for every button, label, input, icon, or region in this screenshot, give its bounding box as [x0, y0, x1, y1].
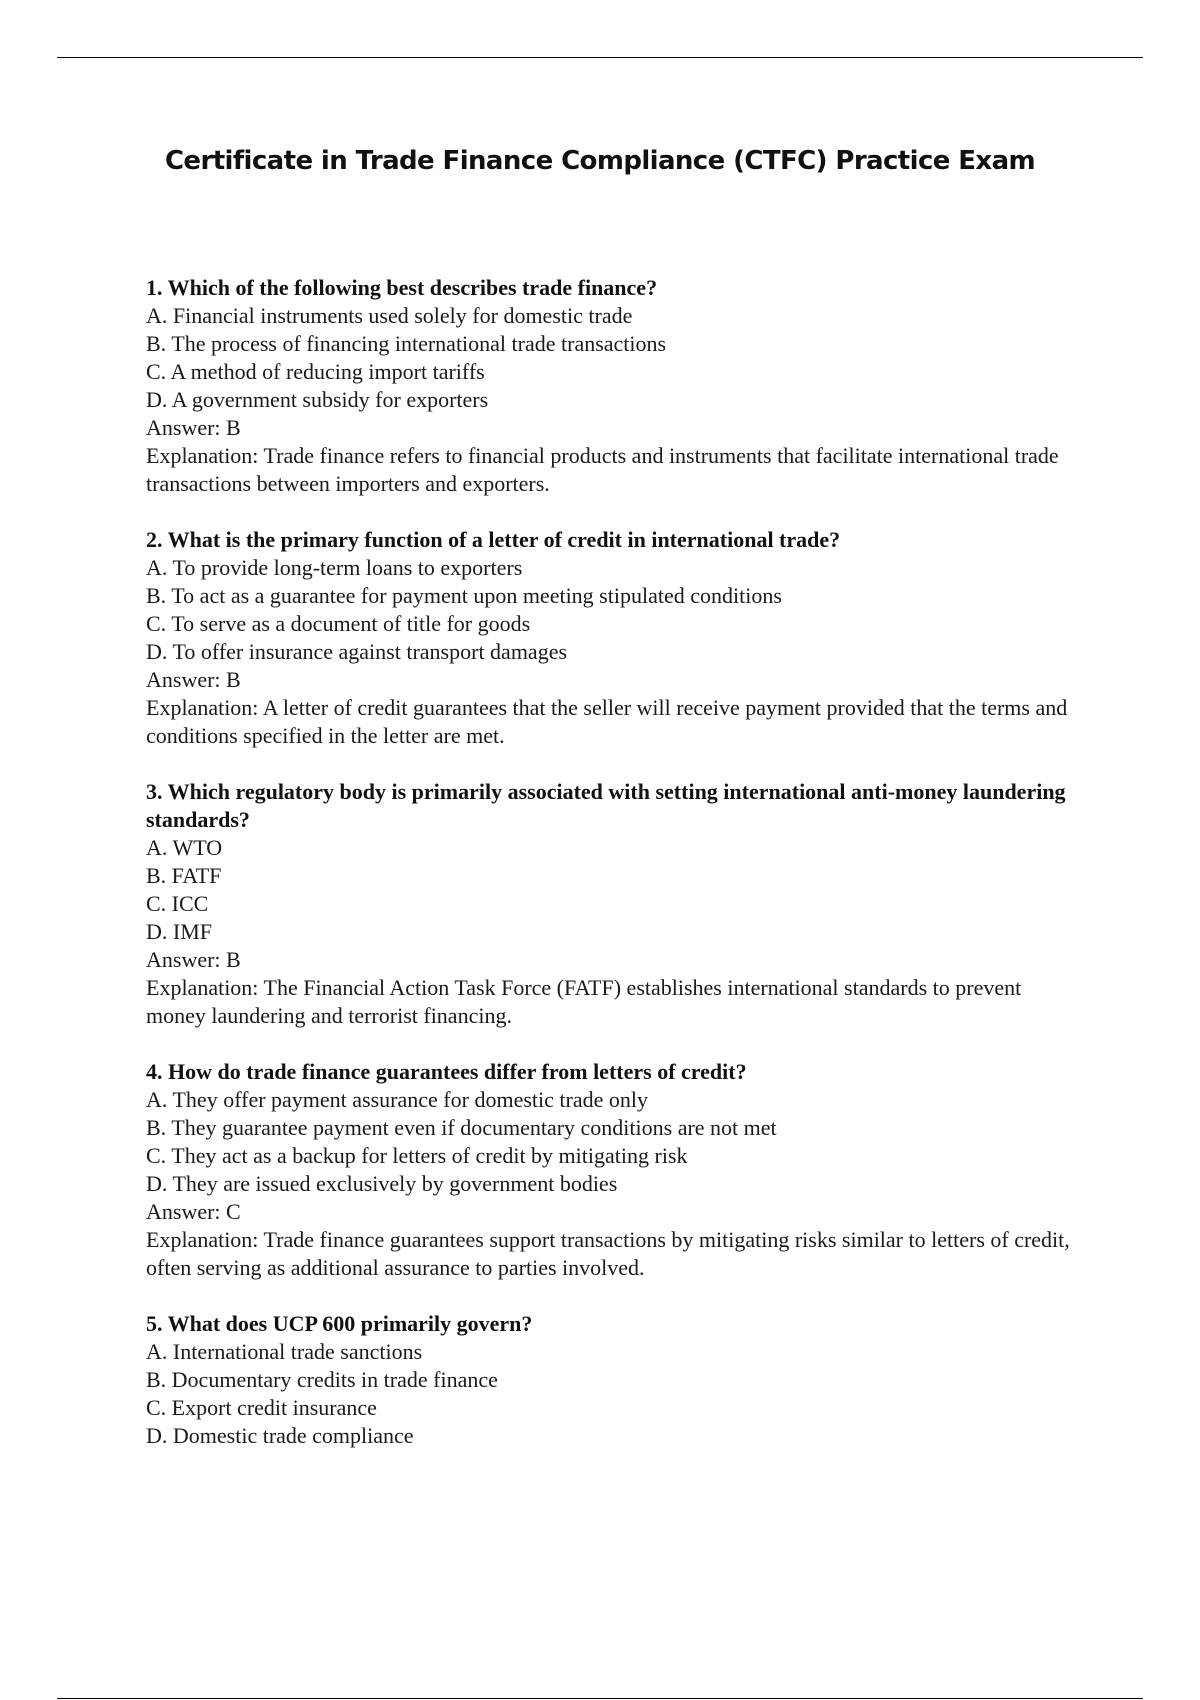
- answer: Answer: B: [146, 667, 241, 692]
- option-b: B. Documentary credits in trade finance: [146, 1367, 498, 1392]
- option-c: C. A method of reducing import tariffs: [146, 359, 485, 384]
- option-d: D. IMF: [146, 919, 213, 944]
- explanation: Explanation: The Financial Action Task Force (FATF) establishes international standards to prevent money laundering and terrorist financing.: [146, 975, 1022, 1028]
- answer: Answer: B: [146, 947, 241, 972]
- question-text: 5. What does UCP 600 primarily govern?: [146, 1311, 533, 1336]
- explanation: Explanation: Trade finance guarantees support transactions by mitigating risks similar to letters of credit, often serving as additional assurance to parties involved.: [146, 1227, 1070, 1280]
- question-list: [146, 274, 1086, 1478]
- option-a: A. Financial instruments used solely for domestic trade: [146, 303, 633, 328]
- option-a: A. They offer payment assurance for domestic trade only: [146, 1087, 648, 1112]
- question-2: [146, 526, 1086, 750]
- option-c: C. ICC: [146, 891, 209, 916]
- page-title: Certificate in Trade Finance Compliance (CTFC) Practice Exam: [164, 146, 1036, 176]
- option-b: B. The process of financing international trade transactions: [146, 331, 667, 356]
- question-text: 2. What is the primary function of a letter of credit in international trade?: [146, 527, 841, 552]
- explanation: Explanation: A letter of credit guarantees that the seller will receive payment provided that the terms and conditions specified in the letter are met.: [146, 695, 1068, 748]
- option-c: C. Export credit insurance: [146, 1395, 377, 1420]
- question-text: 3. Which regulatory body is primarily associated with setting international anti-money laundering standards?: [146, 779, 1066, 832]
- option-a: A. To provide long-term loans to exporters: [146, 555, 523, 580]
- answer: Answer: B: [146, 415, 241, 440]
- option-c: C. They act as a backup for letters of credit by mitigating risk: [146, 1143, 688, 1168]
- option-b: B. They guarantee payment even if documentary conditions are not met: [146, 1115, 777, 1140]
- top-rule: [57, 57, 1143, 58]
- option-a: A. WTO: [146, 835, 223, 860]
- bottom-rule: [57, 1698, 1143, 1699]
- explanation: Explanation: Trade finance refers to financial products and instruments that facilitate international trade transactions between importers and exporters.: [146, 443, 1059, 496]
- question-3: [146, 778, 1086, 1030]
- answer: Answer: C: [146, 1199, 241, 1224]
- question-4: [146, 1058, 1086, 1282]
- option-b: B. FATF: [146, 863, 222, 888]
- option-d: D. Domestic trade compliance: [146, 1423, 414, 1448]
- question-text: 4. How do trade finance guarantees differ from letters of credit?: [146, 1059, 747, 1084]
- option-a: A. International trade sanctions: [146, 1339, 423, 1364]
- option-c: C. To serve as a document of title for goods: [146, 611, 531, 636]
- option-d: D. They are issued exclusively by government bodies: [146, 1171, 618, 1196]
- option-d: D. A government subsidy for exporters: [146, 387, 489, 412]
- option-d: D. To offer insurance against transport damages: [146, 639, 568, 664]
- option-b: B. To act as a guarantee for payment upon meeting stipulated conditions: [146, 583, 782, 608]
- question-5: [146, 1310, 1086, 1450]
- question-text: 1. Which of the following best describes trade finance?: [146, 275, 658, 300]
- question-1: [146, 274, 1086, 498]
